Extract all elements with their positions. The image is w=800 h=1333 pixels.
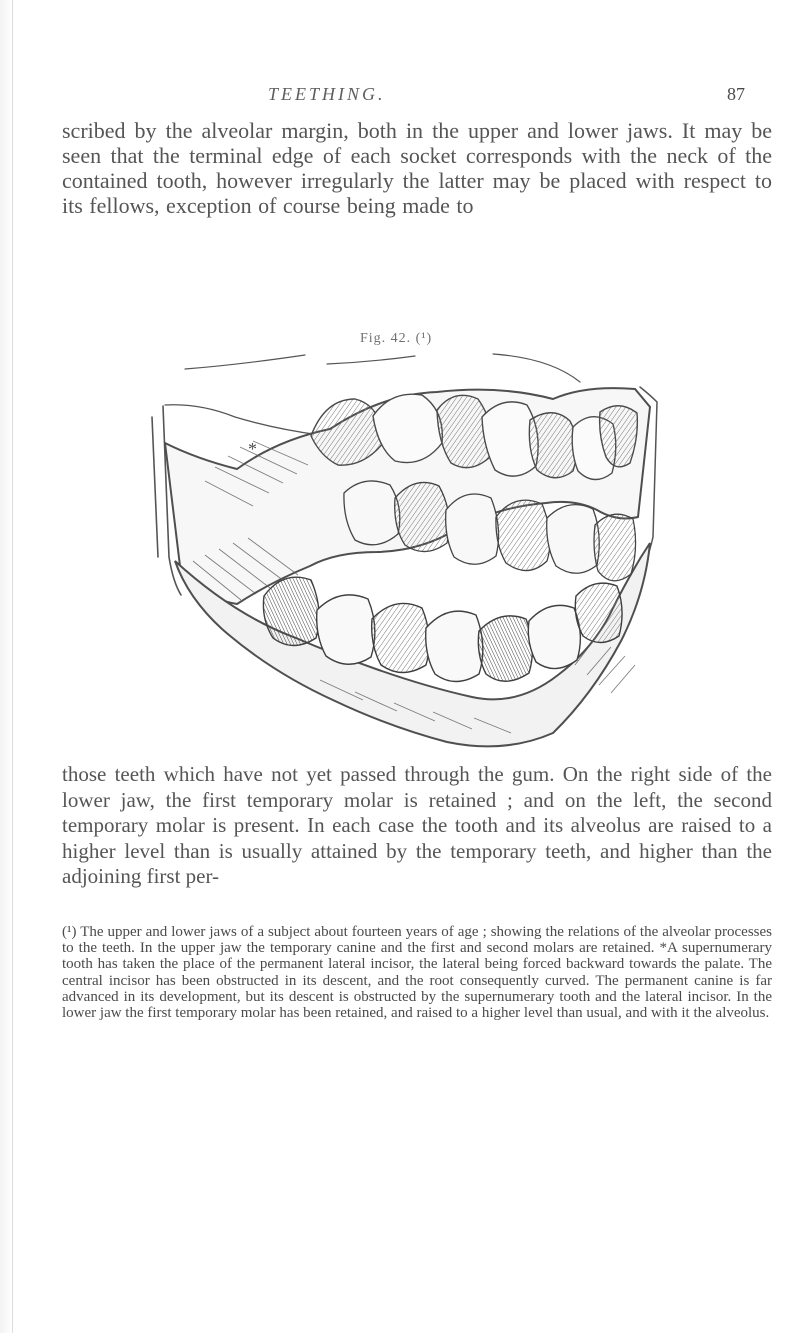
- page-binding-edge: [0, 0, 13, 1333]
- figure-caption: Fig. 42. (¹): [360, 331, 433, 346]
- page-number: 87: [727, 84, 745, 104]
- body-paragraph-1: scribed by the alveolar margin, both in the upper and lower jaws. It may be seen that the terminal edge of each socket corresponds with the neck of the contained tooth, however irregularly the latter may be placed with respect to its fellows, exception of course being made to: [62, 118, 772, 218]
- supernumerary-marker: *: [248, 439, 257, 459]
- jaw-engraving-figure: [145, 347, 685, 760]
- body-paragraph-2: those teeth which have not yet passed through the gum. On the right side of the lower jaw, the first temporary molar is retained ; and on the left, the second temporary molar is present. In each case the tooth and its alveolus are raised to a higher level than is usually attained by the temporary teeth, and higher than the adjoining first per-: [62, 762, 772, 889]
- figure-footnote: (¹) The upper and lower jaws of a subject about fourteen years of age ; showing the relations of the alveolar processes to the teeth. In the upper jaw the temporary canine and the first and second molars are retained. *A supernumerary tooth has taken the place of the permanent lateral incisor, the lateral being forced backward towards the palate. The central incisor has been obstructed in its descent, and the root consequently curved. The permanent canine is far advanced in its development, but its descent is obstructed by the supernumerary tooth and the lateral incisor. In the lower jaw the first temporary molar has been retained, and raised to a higher level than usual, and with it the alveolus.: [62, 924, 772, 1022]
- running-head: TEETHING.: [268, 84, 386, 104]
